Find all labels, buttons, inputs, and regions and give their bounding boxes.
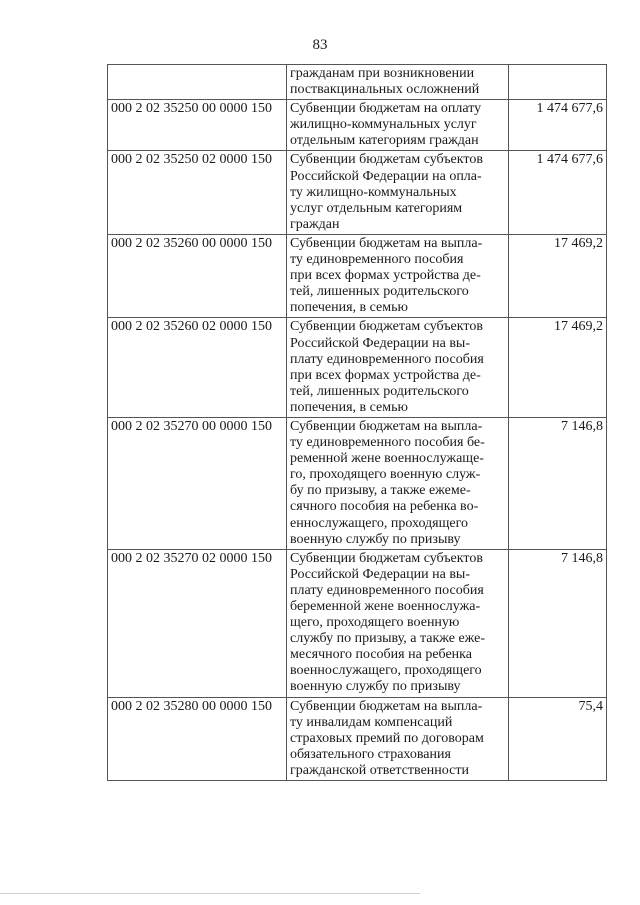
amount-cell: 1 474 677,6 bbox=[509, 100, 607, 151]
description-line: военную службу по призыву bbox=[290, 679, 461, 695]
description-line: ту инвалидам компенсаций bbox=[290, 714, 453, 730]
description-cell bbox=[287, 100, 509, 151]
amount-cell: 7 146,8 bbox=[509, 417, 607, 549]
amount-cell: 75,4 bbox=[509, 697, 607, 780]
description-line: Субвенции бюджетам субъектов bbox=[290, 550, 483, 566]
description-line: бу по призыву, а также ежеме- bbox=[290, 483, 471, 499]
table-row bbox=[108, 697, 607, 780]
description-line: ту единовременного пособия бе- bbox=[290, 435, 485, 451]
description-line: страховых премий по договорам bbox=[290, 730, 484, 746]
description-line: ременной жене военнослужаще- bbox=[290, 451, 484, 467]
description-line: Российской Федерации на опла- bbox=[290, 168, 482, 184]
description-line: гражданской ответственности bbox=[290, 762, 469, 778]
description-line: Российской Федерации на вы- bbox=[290, 566, 470, 582]
description-line: плату единовременного пособия bbox=[290, 351, 484, 367]
budget-code-cell: 000 2 02 35270 02 0000 150 bbox=[108, 549, 287, 697]
budget-code-cell: 000 2 02 35250 02 0000 150 bbox=[108, 151, 287, 234]
description-line: щего, проходящего военную bbox=[290, 615, 460, 631]
description-line: беременной жене военнослужа- bbox=[290, 599, 481, 614]
description-line: службу по призыву, а также еже- bbox=[290, 631, 486, 647]
budget-table bbox=[107, 64, 607, 781]
table-row bbox=[108, 151, 607, 234]
description-cell bbox=[287, 65, 509, 100]
description-cell bbox=[287, 417, 509, 549]
budget-code-cell: 000 2 02 35260 00 0000 150 bbox=[108, 234, 287, 317]
description-line: Субвенции бюджетам субъектов bbox=[290, 152, 483, 168]
description-line: еннослужащего, проходящего bbox=[290, 515, 468, 531]
description-line: граждан bbox=[290, 216, 340, 232]
amount-cell: 17 469,2 bbox=[509, 234, 607, 317]
table-row bbox=[108, 65, 607, 100]
description-line: обязательного страхования bbox=[290, 746, 451, 762]
budget-code-cell bbox=[108, 65, 287, 100]
description-cell bbox=[287, 318, 509, 418]
amount-cell: 1 474 677,6 bbox=[509, 151, 607, 234]
description-line: плату единовременного пособия bbox=[290, 582, 484, 598]
description-line: тей, лишенных родительского bbox=[290, 383, 469, 399]
description-line: сячного пособия на ребенка во- bbox=[290, 499, 479, 515]
table-row bbox=[108, 100, 607, 151]
description-line: Субвенции бюджетам на выпла- bbox=[290, 698, 483, 714]
budget-code-cell: 000 2 02 35270 00 0000 150 bbox=[108, 417, 287, 549]
page-number: 83 bbox=[312, 37, 328, 53]
footer-divider bbox=[0, 893, 420, 894]
description-line: месячного пособия на ребенка bbox=[290, 647, 472, 663]
amount-cell: 7 146,8 bbox=[509, 549, 607, 697]
description-line: Субвенции бюджетам субъектов bbox=[290, 319, 483, 335]
description-line: попечения, в семью bbox=[290, 399, 408, 415]
description-cell bbox=[287, 151, 509, 234]
budget-code-cell: 000 2 02 35260 02 0000 150 bbox=[108, 318, 287, 418]
description-line: тей, лишенных родительского bbox=[290, 284, 469, 300]
description-line: военнослужащего, проходящего bbox=[290, 663, 482, 679]
description-line: Российской Федерации на вы- bbox=[290, 335, 470, 351]
description-cell bbox=[287, 234, 509, 317]
description-line: ту единовременного пособия bbox=[290, 252, 464, 268]
description-line: отдельным категориям граждан bbox=[290, 133, 479, 149]
description-line: Субвенции бюджетам на выпла- bbox=[290, 235, 483, 251]
description-line: поствакцинальных осложнений bbox=[290, 82, 480, 98]
description-line: го, проходящего военную служ- bbox=[290, 467, 481, 483]
description-line: ту жилищно-коммунальных bbox=[290, 184, 457, 200]
table-row bbox=[108, 417, 607, 549]
amount-cell bbox=[509, 65, 607, 100]
description-cell bbox=[287, 697, 509, 780]
table-row bbox=[108, 318, 607, 418]
description-line: Субвенции бюджетам на оплату bbox=[290, 101, 482, 117]
table-body bbox=[108, 65, 607, 781]
budget-code-cell: 000 2 02 35280 00 0000 150 bbox=[108, 697, 287, 780]
description-line: при всех формах устройства де- bbox=[290, 268, 481, 284]
description-line: попечения, в семью bbox=[290, 300, 408, 316]
description-line: Субвенции бюджетам на выпла- bbox=[290, 418, 483, 434]
description-line: гражданам при возникновении bbox=[290, 66, 475, 81]
description-line: жилищно-коммунальных услуг bbox=[290, 117, 477, 133]
table-row bbox=[108, 234, 607, 317]
table-row bbox=[108, 549, 607, 697]
description-line: при всех формах устройства де- bbox=[290, 367, 481, 383]
budget-code-cell: 000 2 02 35250 00 0000 150 bbox=[108, 100, 287, 151]
description-line: военную службу по призыву bbox=[290, 531, 461, 547]
amount-cell: 17 469,2 bbox=[509, 318, 607, 418]
description-cell bbox=[287, 549, 509, 697]
description-line: услуг отдельным категориям bbox=[290, 200, 463, 216]
